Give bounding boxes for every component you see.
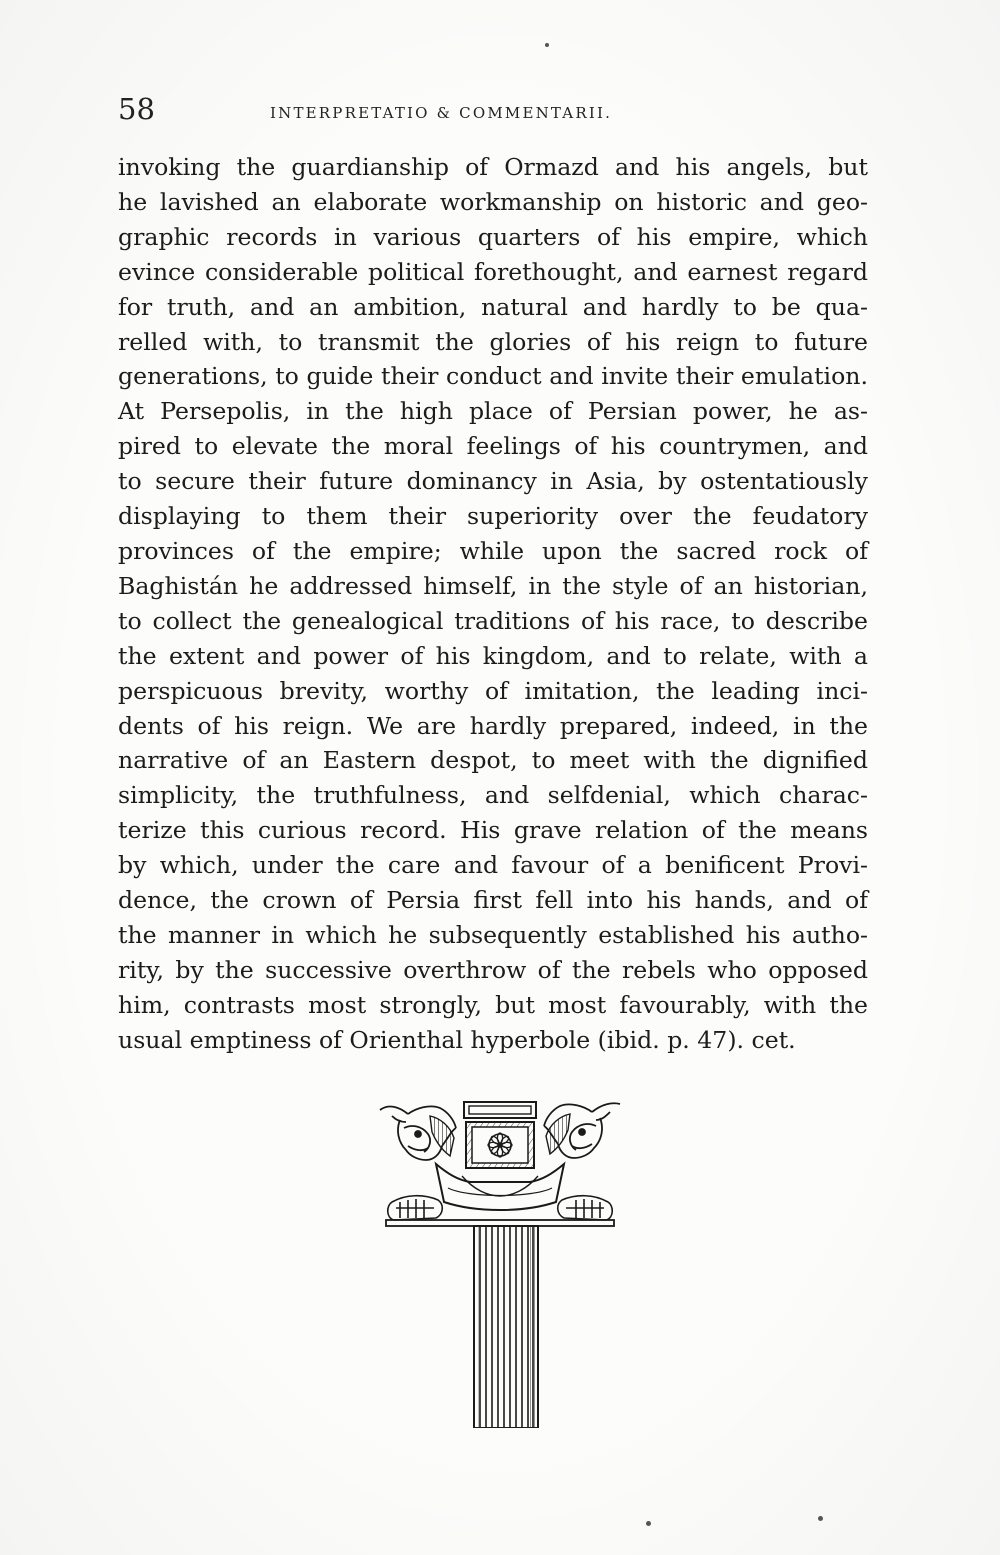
ink-speck	[646, 1521, 651, 1526]
text-line: Baghistán he addressed himself, in the style of an historian,	[118, 571, 868, 600]
text-line: him, contrasts most strongly, but most favourably, with the	[118, 990, 868, 1019]
text-line: dents of his reign. We are hardly prepared, indeed, in the	[118, 711, 868, 740]
text-line: relled with, to transmit the glories of his reign to future	[118, 327, 868, 356]
page-header	[118, 92, 818, 132]
text-line: the manner in which he subsequently established his autho-	[118, 920, 868, 949]
text-line: pired to elevate the moral feelings of his countrymen, and	[118, 432, 868, 461]
text-line: generations, to guide their conduct and invite their emulation.	[118, 362, 868, 391]
text-line: for truth, and an ambition, natural and hardly to be qua-	[118, 292, 868, 321]
text-line: At Persepolis, in the high place of Persian power, he as-	[118, 397, 868, 426]
text-line: rity, by the successive overthrow of the rebels who opposed	[118, 955, 868, 984]
text-line: usual emptiness of Orienthal hyperbole (ibid. p. 47). cet.	[118, 1025, 796, 1054]
ink-speck	[818, 1516, 823, 1521]
page-number: 58	[118, 92, 155, 126]
text-line: terize this curious record. His grave relation of the means	[118, 816, 868, 845]
text-line: perspicuous brevity, worthy of imitation, the leading inci-	[118, 676, 868, 705]
text-line: simplicity, the truthfulness, and selfdenial, which charac-	[118, 781, 868, 810]
text-line: to secure their future dominancy in Asia, by ostentatiously	[118, 467, 868, 496]
text-line: graphic records in various quarters of his empire, which	[118, 222, 868, 251]
text-line: evince considerable political forethought, and earnest regard	[118, 257, 868, 286]
text-line: he lavished an elaborate workmanship on historic and geo-	[118, 187, 868, 216]
ink-speck	[545, 43, 549, 47]
body-paragraph	[118, 150, 868, 1058]
text-line: dence, the crown of Persia first fell into his hands, and of	[118, 886, 868, 915]
text-line: by which, under the care and favour of a benificent Provi-	[118, 851, 868, 880]
text-line: displaying to them their superiority over the feudatory	[118, 502, 868, 531]
text-line: invoking the guardianship of Ormazd and his angels, but	[118, 153, 868, 181]
persepolis-bull-capital-icon	[378, 1098, 622, 1428]
text-line: to collect the genealogical traditions of his race, to describe	[118, 606, 868, 635]
text-line: provinces of the empire; while upon the sacred rock of	[118, 536, 868, 565]
text-line: narrative of an Eastern despot, to meet with the dignified	[118, 746, 868, 775]
running-head: INTERPRETATIO & COMMENTARII.	[270, 104, 613, 122]
text-line: the extent and power of his kingdom, and to relate, with a	[118, 641, 868, 670]
